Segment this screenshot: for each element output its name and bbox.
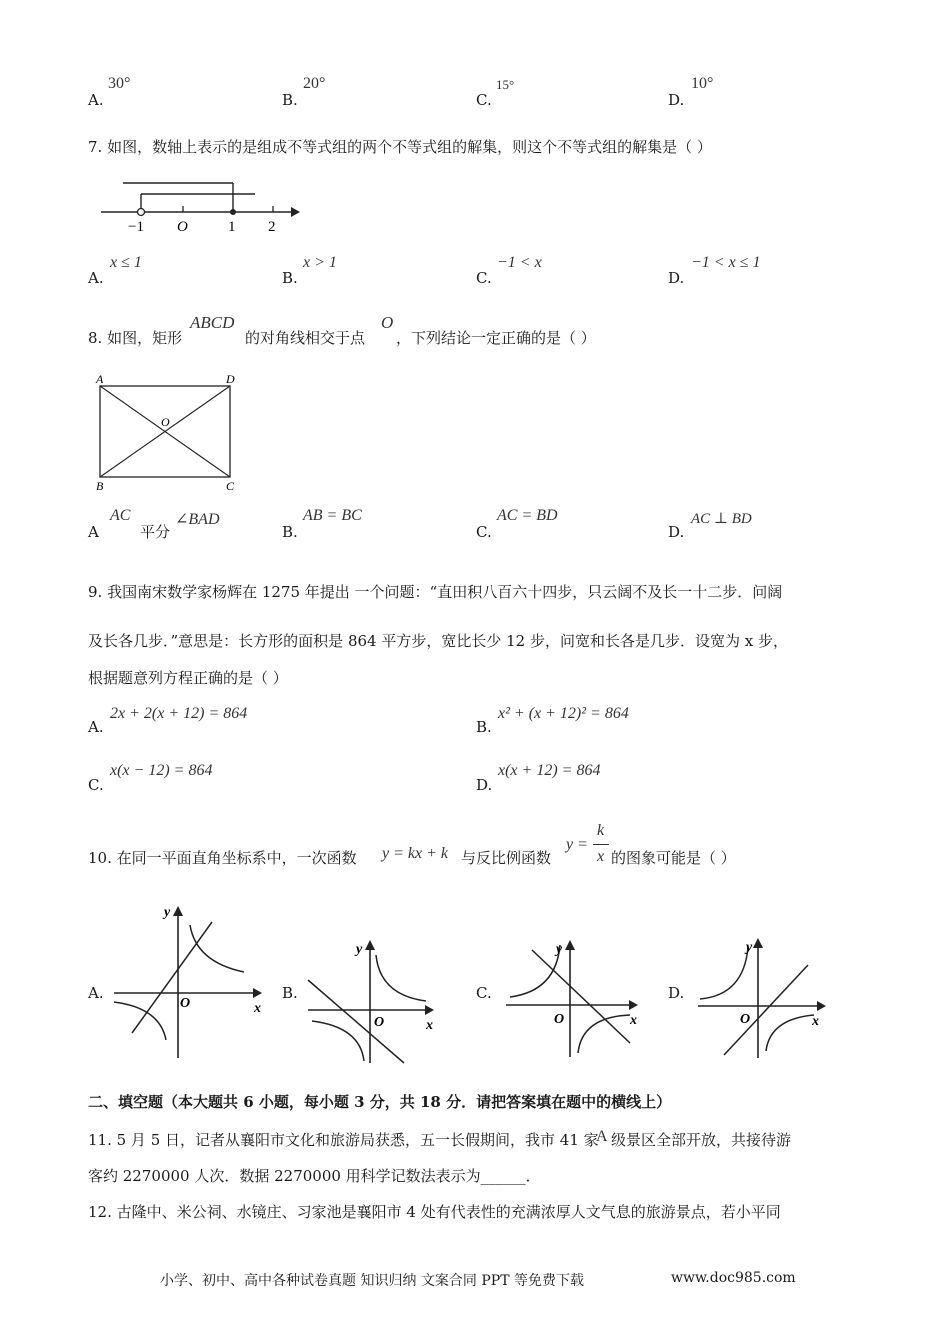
graph-c-origin-label: O <box>554 1012 565 1027</box>
q8-option-a-tail: ∠BAD <box>175 511 220 528</box>
q7-option-c-value: −1 < x <box>497 254 542 271</box>
graph-d-linear-line <box>724 965 808 1055</box>
q9-line-1: 9. 我国南宋数学家杨辉在 1275 年提出 一个问题：“直田积八百六十四步，只云阔不及长一十二步．问阔 <box>88 583 783 601</box>
q9-line-2: 及长各几步．”意思是：长方形的面积是 864 平方步，宽比长少 12 步，问宽和长各是几步．设宽为 x 步， <box>88 632 788 650</box>
q8-option-a-value: AC <box>110 507 131 524</box>
graph-b-origin-label: O <box>374 1015 385 1030</box>
graph-b-x-label: x <box>426 1018 433 1033</box>
q9-option-c-letter: C. <box>88 776 104 794</box>
q9-option-d-letter: D. <box>476 776 493 794</box>
q10-graph-d <box>694 933 844 1065</box>
q8-rectangle-figure <box>88 370 248 496</box>
q7-axis-arrow <box>291 207 300 217</box>
graph-d-y-arrow <box>753 938 763 948</box>
q6-option-d-letter: D. <box>668 91 685 109</box>
graph-d-origin-label: O <box>740 1012 751 1027</box>
q10-graph-c <box>502 935 652 1067</box>
q8-option-b-letter: B. <box>282 523 298 541</box>
graph-c-x-label: x <box>630 1013 637 1028</box>
q10-fraction-lhs: y = <box>566 836 588 853</box>
q9-option-b-letter: B. <box>476 718 492 736</box>
q6-option-a-value: 30° <box>108 75 131 92</box>
q7-option-a-letter: A. <box>88 269 104 287</box>
q11-line-2: 客约 2270000 人次．数据 2270000 用科学记数法表示为______． <box>88 1167 541 1185</box>
graph-c-hyperbola-q4 <box>578 1015 630 1053</box>
q10-graph-b <box>304 935 454 1067</box>
q8-stem-prefix: 8. 如图，矩形 <box>88 329 183 347</box>
q8-option-a-mid: 平分 <box>140 523 171 541</box>
q7-label-neg1: −1 <box>128 219 144 235</box>
q7-option-d-value: −1 < x ≤ 1 <box>691 254 761 271</box>
graph-d-hyperbola-q4 <box>766 1015 814 1051</box>
q6-option-a-letter: A. <box>88 91 104 109</box>
q7-label-2: 2 <box>268 219 276 235</box>
q6-option-c-letter: C. <box>476 91 492 109</box>
q10-graph-a <box>110 900 270 1060</box>
graph-a-y-label: y <box>164 905 171 920</box>
q11-line-1-prefix: 11. 5 月 5 日，记者从襄阳市文化和旅游局获悉，五一长假期间，我市 41 家 <box>88 1131 599 1149</box>
q7-option-b-value: x > 1 <box>303 254 337 271</box>
q7-option-a-value: x ≤ 1 <box>110 254 142 271</box>
q9-option-d-value: x(x + 12) = 864 <box>498 762 601 779</box>
graph-c-linear-line <box>532 950 630 1043</box>
q10-linear-function: y = kx + k <box>382 845 448 862</box>
q7-closed-dot <box>230 209 236 215</box>
q8-option-c-value: AC = BD <box>497 507 558 524</box>
graph-a-origin-label: O <box>180 996 191 1011</box>
q7-number-line-figure <box>95 175 305 237</box>
graph-c-y-label: y <box>556 942 563 957</box>
q10-option-a-letter: A. <box>88 984 104 1002</box>
q12-line-1: 12. 古隆中、米公祠、水镜庄、习家池是襄阳市 4 处有代表性的充满浓厚人文气息的旅游景点，若小平同 <box>88 1203 781 1221</box>
q7-label-1: 1 <box>228 219 236 235</box>
q7-option-b-letter: B. <box>282 269 298 287</box>
q6-option-c-value: 15° <box>496 77 515 92</box>
graph-a-x-arrow <box>253 988 262 998</box>
q9-option-a-value: 2x + 2(x + 12) = 864 <box>110 705 248 722</box>
graph-b-linear-line <box>308 980 404 1063</box>
q6-option-b-value: 20° <box>303 75 326 92</box>
graph-b-hyperbola-q1 <box>376 955 426 1001</box>
q9-option-c-value: x(x − 12) = 864 <box>110 762 213 779</box>
q11-line-1-suffix: 级景区全部开放，共接待游 <box>611 1131 792 1149</box>
q7-label-o: O <box>177 219 188 235</box>
q7-option-d-letter: D. <box>668 269 685 287</box>
q10-option-c-letter: C. <box>476 984 492 1002</box>
q8-option-d-value: AC ⊥ BD <box>691 511 752 527</box>
graph-b-y-arrow <box>365 940 375 950</box>
graph-d-hyperbola-q2 <box>700 947 748 999</box>
q10-stem-prefix: 10. 在同一平面直角坐标系中，一次函数 <box>88 849 357 867</box>
q8-label-c: C <box>226 479 235 493</box>
q7-stem: 7. 如图，数轴上表示的是组成不等式组的两个不等式组的解集，则这个不等式组的解集是（ ） <box>88 138 712 156</box>
q8-option-b-value: AB = BC <box>303 507 362 524</box>
q10-option-d-letter: D. <box>668 984 685 1002</box>
graph-b-hyperbola-q3 <box>312 1021 364 1061</box>
q8-label-d: D <box>226 372 235 386</box>
graph-a-linear-line <box>132 922 212 1033</box>
q10-fraction-numerator: k <box>597 822 605 839</box>
q9-line-3: 根据题意列方程正确的是（ ） <box>88 669 288 687</box>
q7-option-c-letter: C. <box>476 269 492 287</box>
graph-d-x-arrow <box>817 1001 826 1011</box>
q8-option-c-letter: C. <box>476 523 492 541</box>
q10-stem-mid: 与反比例函数 <box>461 849 552 867</box>
graph-d-x-label: x <box>812 1014 819 1029</box>
q9-option-b-value: x² + (x + 12)² = 864 <box>498 705 629 722</box>
q6-option-d-value: 10° <box>691 75 714 92</box>
graph-b-y-label: y <box>356 942 363 957</box>
q8-label-a: A <box>96 372 104 386</box>
q10-stem-suffix: 的图象可能是（ ） <box>611 849 736 867</box>
q8-stem-mid: 的对角线相交于点 <box>245 329 366 347</box>
graph-c-y-arrow <box>565 940 575 950</box>
q8-stem-suffix: ，下列结论一定正确的是（ ） <box>396 329 596 347</box>
q11-grade-letter: A <box>596 1128 608 1145</box>
q6-option-b-letter: B. <box>282 91 298 109</box>
graph-d-y-label: y <box>746 940 753 955</box>
graph-a-x-label: x <box>254 1001 261 1016</box>
q8-option-a-letter: A <box>88 523 99 541</box>
footer-url[interactable]: www.doc985.com <box>671 1270 796 1286</box>
graph-a-hyperbola-q1 <box>190 925 244 972</box>
q10-fraction-denominator: x <box>597 848 605 865</box>
q8-point-name: O <box>381 313 394 332</box>
q8-label-b: B <box>96 479 104 493</box>
q8-label-o: O <box>161 415 170 429</box>
q8-option-d-letter: D. <box>668 523 685 541</box>
q10-option-b-letter: B. <box>282 984 298 1002</box>
graph-b-x-arrow <box>425 1005 434 1015</box>
footer-text: 小学、初中、高中各种试卷真题 知识归纳 文案合同 PPT 等免费下载 <box>160 1273 584 1289</box>
q10-fraction-bar <box>593 844 609 845</box>
q9-option-a-letter: A. <box>88 718 104 736</box>
graph-c-x-arrow <box>629 1000 638 1010</box>
section-2-heading: 二、填空题（本大题共 6 小题，每小题 3 分，共 18 分．请把答案填在题中的横线上） <box>88 1093 672 1111</box>
graph-a-y-arrow <box>173 906 183 916</box>
q7-open-dot <box>138 209 145 216</box>
q8-rect-name: ABCD <box>190 313 235 332</box>
